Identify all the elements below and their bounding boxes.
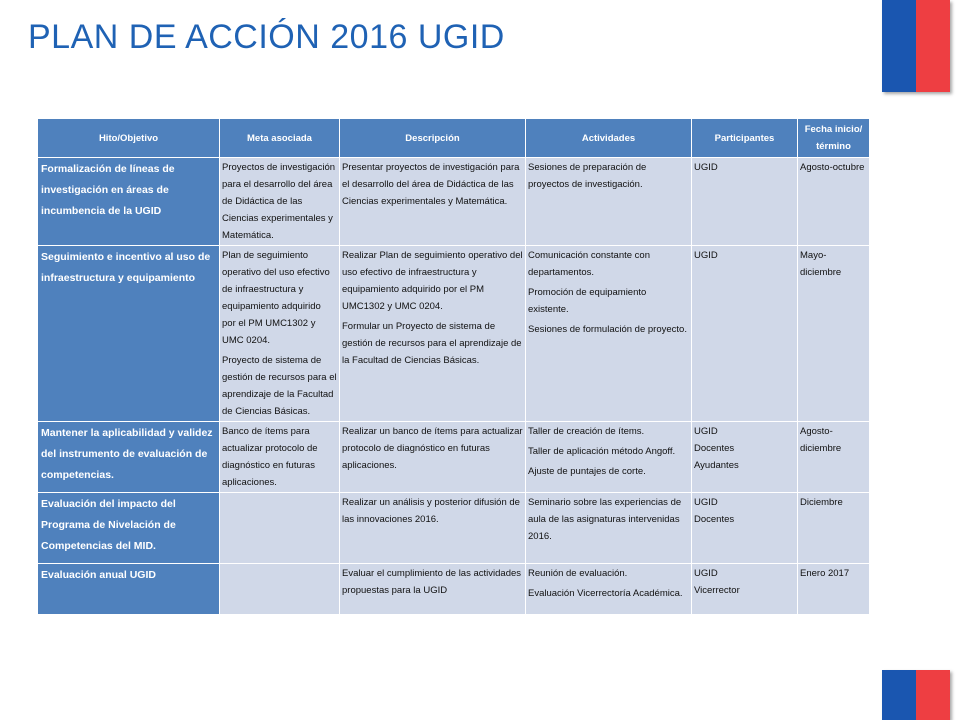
cell-descripcion <box>340 158 526 246</box>
cell-meta <box>220 422 340 493</box>
cell-fecha: Mayo- diciembre <box>798 246 870 422</box>
flag-red-stripe <box>916 0 950 92</box>
cell-meta-line: Plan de seguimiento operativo del uso efectivo de infraestructura y equipamiento adquirido por el PM UMC1302 y UMC 0204. <box>222 250 330 346</box>
cell-actividades-line: Taller de creación de ítems. <box>528 426 645 437</box>
table-header-row <box>38 119 870 158</box>
table-body <box>38 158 870 615</box>
cell-objetivo: Evaluación anual UGID <box>38 564 220 615</box>
column-header-objetivo: Hito/Objetivo <box>38 119 220 158</box>
cell-descripcion <box>340 564 526 615</box>
cell-descripcion-line: Realizar un análisis y posterior difusión de las innovaciones 2016. <box>342 497 520 525</box>
cell-actividades-line: Sesiones de preparación de proyectos de investigación. <box>528 162 647 190</box>
column-header-participantes: Participantes <box>692 119 798 158</box>
cell-descripcion-line: Presentar proyectos de investigación para el desarrollo del área de Didáctica de las Ciencias experimentales y Matemática. <box>342 162 520 207</box>
action-plan-table <box>37 118 870 615</box>
cell-actividades-line: Seminario sobre las experiencias de aula de las asignaturas intervenidas 2016. <box>528 497 682 542</box>
cell-objetivo: Formalización de líneas de investigación en áreas de incumbencia de la UGID <box>38 158 220 246</box>
cell-actividades-line: Sesiones de formulación de proyecto. <box>528 324 687 335</box>
cell-fecha: Enero 2017 <box>798 564 870 615</box>
cell-actividades <box>526 564 692 615</box>
cell-participantes-line: UGID <box>694 568 718 579</box>
table-row <box>38 564 870 615</box>
cell-meta <box>220 564 340 615</box>
cell-objetivo: Evaluación del impacto del Programa de Nivelación de Competencias del MID. <box>38 493 220 564</box>
cell-descripcion <box>340 246 526 422</box>
cell-meta <box>220 493 340 564</box>
table-row <box>38 158 870 246</box>
flag-red-stripe <box>916 670 950 720</box>
cell-objetivo: Mantener la aplicabilidad y validez del instrumento de evaluación de competencias. <box>38 422 220 493</box>
cell-participantes <box>692 158 798 246</box>
column-header-meta: Meta asociada <box>220 119 340 158</box>
cell-meta-line: Banco de ítems para actualizar protocolo de diagnóstico en futuras aplicaciones. <box>222 426 318 488</box>
cell-descripcion-line: Evaluar el cumplimiento de las actividades propuestas para la UGID <box>342 568 522 596</box>
cell-fecha: Diciembre <box>798 493 870 564</box>
cell-descripcion-line: Realizar un banco de ítems para actualizar protocolo de diagnóstico en futuras aplicaciones. <box>342 426 523 471</box>
page-title: PLAN DE ACCIÓN 2016 UGID <box>28 18 505 56</box>
cell-actividades <box>526 158 692 246</box>
cell-participantes-line: Docentes <box>694 514 735 525</box>
cell-descripcion <box>340 422 526 493</box>
cell-participantes-line: Docentes <box>694 443 735 454</box>
cell-participantes <box>692 493 798 564</box>
cell-participantes-line: Ayudantes <box>694 460 739 471</box>
cell-participantes <box>692 422 798 493</box>
cell-meta-line: Proyectos de investigación para el desarrollo del área de Didáctica de las Ciencias experimentales y Matemática. <box>222 162 336 241</box>
cell-descripcion <box>340 493 526 564</box>
column-header-fecha: Fecha inicio/ término <box>798 119 870 158</box>
cell-fecha: Agosto- diciembre <box>798 422 870 493</box>
cell-fecha: Agosto-octubre <box>798 158 870 246</box>
cell-participantes <box>692 246 798 422</box>
cell-participantes-line: UGID <box>694 497 718 508</box>
column-header-descripcion: Descripción <box>340 119 526 158</box>
cell-participantes-line: UGID <box>694 162 718 173</box>
table-row <box>38 246 870 422</box>
table-row <box>38 493 870 564</box>
flag-blue-stripe <box>882 0 916 92</box>
cell-participantes-line: UGID <box>694 250 718 261</box>
cell-actividades <box>526 422 692 493</box>
cell-objetivo: Seguimiento e incentivo al uso de infraestructura y equipamiento <box>38 246 220 422</box>
cell-actividades-line: Taller de aplicación método Angoff. <box>528 446 676 457</box>
table-row <box>38 422 870 493</box>
cell-participantes <box>692 564 798 615</box>
cell-descripcion-line: Formular un Proyecto de sistema de gestión de recursos para el aprendizaje de la Facultad de Ciencias Básicas. <box>342 321 522 366</box>
cell-meta-line: Proyecto de sistema de gestión de recursos para el aprendizaje de la Facultad de Ciencias Básicas. <box>222 355 337 417</box>
cell-actividades-line: Comunicación constante con departamentos. <box>528 250 650 278</box>
cell-actividades-line: Reunión de evaluación. <box>528 568 628 579</box>
cell-actividades <box>526 246 692 422</box>
flag-decoration-bottom <box>882 670 950 720</box>
cell-meta <box>220 158 340 246</box>
flag-blue-stripe <box>882 670 916 720</box>
cell-meta <box>220 246 340 422</box>
cell-actividades <box>526 493 692 564</box>
flag-decoration-top <box>882 0 950 92</box>
cell-actividades-line: Promoción de equipamiento existente. <box>528 287 647 315</box>
cell-actividades-line: Ajuste de puntajes de corte. <box>528 466 646 477</box>
column-header-actividades: Actividades <box>526 119 692 158</box>
cell-participantes-line: UGID <box>694 426 718 437</box>
cell-participantes-line: Vicerrector <box>694 585 740 596</box>
cell-actividades-line: Evaluación Vicerrectoría Académica. <box>528 588 683 599</box>
cell-descripcion-line: Realizar Plan de seguimiento operativo del uso efectivo de infraestructura y equipamiento adquirido por el PM UMC1302 y UMC 0204. <box>342 250 523 312</box>
